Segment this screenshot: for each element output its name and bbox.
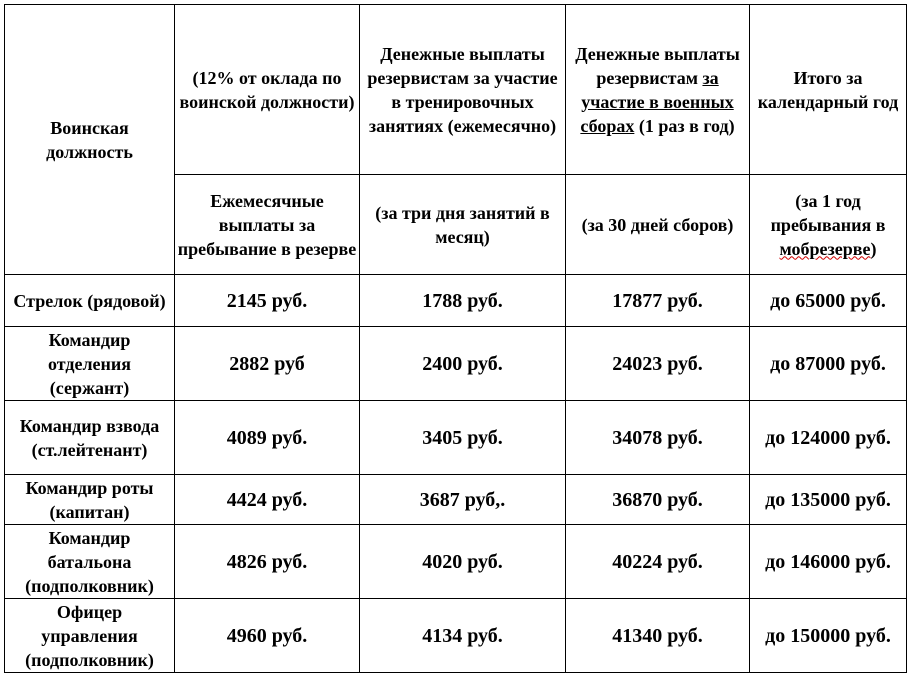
header-monthly-note: (12% от оклада по воинской должности) xyxy=(175,5,360,175)
position-cell: Стрелок (рядовой) xyxy=(5,275,175,327)
header-total-note-lead: (за 1 год пребывания в xyxy=(770,190,886,235)
header-position: Воинская должность xyxy=(5,5,175,275)
camp-cell: 34078 руб. xyxy=(566,401,750,475)
table-row xyxy=(5,475,907,525)
header-training-note: (за три дня занятий в месяц) xyxy=(360,175,566,275)
total-cell: до 135000 руб. xyxy=(750,475,907,525)
header-camp-lead: Денежные выплаты резервистам xyxy=(575,43,740,88)
position-cell: Офицер управления (подполковник) xyxy=(5,599,175,673)
header-total: Итого за календарный год xyxy=(750,5,907,175)
position-cell: Командир взвода (ст.лейтенант) xyxy=(5,401,175,475)
table-row xyxy=(5,327,907,401)
header-total-note-wavy: мобрезерве xyxy=(779,238,871,259)
header-total-note xyxy=(750,175,907,275)
header-monthly: Ежемесячные выплаты за пребывание в резерве xyxy=(175,175,360,275)
monthly-cell: 4826 руб. xyxy=(175,525,360,599)
header-camp-underlined: за участие в военных сборах xyxy=(580,67,734,136)
header-camp xyxy=(566,5,750,175)
header-camp-tail: (1 раз в год) xyxy=(634,115,735,136)
training-cell: 4134 руб. xyxy=(360,599,566,673)
camp-cell: 41340 руб. xyxy=(566,599,750,673)
total-cell: до 124000 руб. xyxy=(750,401,907,475)
total-cell: до 65000 руб. xyxy=(750,275,907,327)
total-cell: до 150000 руб. xyxy=(750,599,907,673)
position-cell: Командир роты (капитан) xyxy=(5,475,175,525)
camp-cell: 24023 руб. xyxy=(566,327,750,401)
monthly-cell: 4424 руб. xyxy=(175,475,360,525)
training-cell: 3687 руб,. xyxy=(360,475,566,525)
camp-cell: 36870 руб. xyxy=(566,475,750,525)
table-row xyxy=(5,525,907,599)
table-row xyxy=(5,401,907,475)
monthly-cell: 2145 руб. xyxy=(175,275,360,327)
total-cell: до 87000 руб. xyxy=(750,327,907,401)
reserve-payments-table xyxy=(4,4,907,673)
header-camp-note: (за 30 дней сборов) xyxy=(566,175,750,275)
camp-cell: 17877 руб. xyxy=(566,275,750,327)
training-cell: 1788 руб. xyxy=(360,275,566,327)
training-cell: 2400 руб. xyxy=(360,327,566,401)
training-cell: 4020 руб. xyxy=(360,525,566,599)
monthly-cell: 4089 руб. xyxy=(175,401,360,475)
table-row xyxy=(5,599,907,673)
monthly-cell: 4960 руб. xyxy=(175,599,360,673)
table-row xyxy=(5,275,907,327)
total-cell: до 146000 руб. xyxy=(750,525,907,599)
training-cell: 3405 руб. xyxy=(360,401,566,475)
header-total-note-tail: ) xyxy=(870,238,877,259)
monthly-cell: 2882 руб xyxy=(175,327,360,401)
header-training: Денежные выплаты резервистам за участие в тренировочных занятиях (ежемесячно) xyxy=(360,5,566,175)
camp-cell: 40224 руб. xyxy=(566,525,750,599)
header-row-top xyxy=(5,5,907,175)
position-cell: Командир батальона (подполковник) xyxy=(5,525,175,599)
position-cell: Командир отделения (сержант) xyxy=(5,327,175,401)
